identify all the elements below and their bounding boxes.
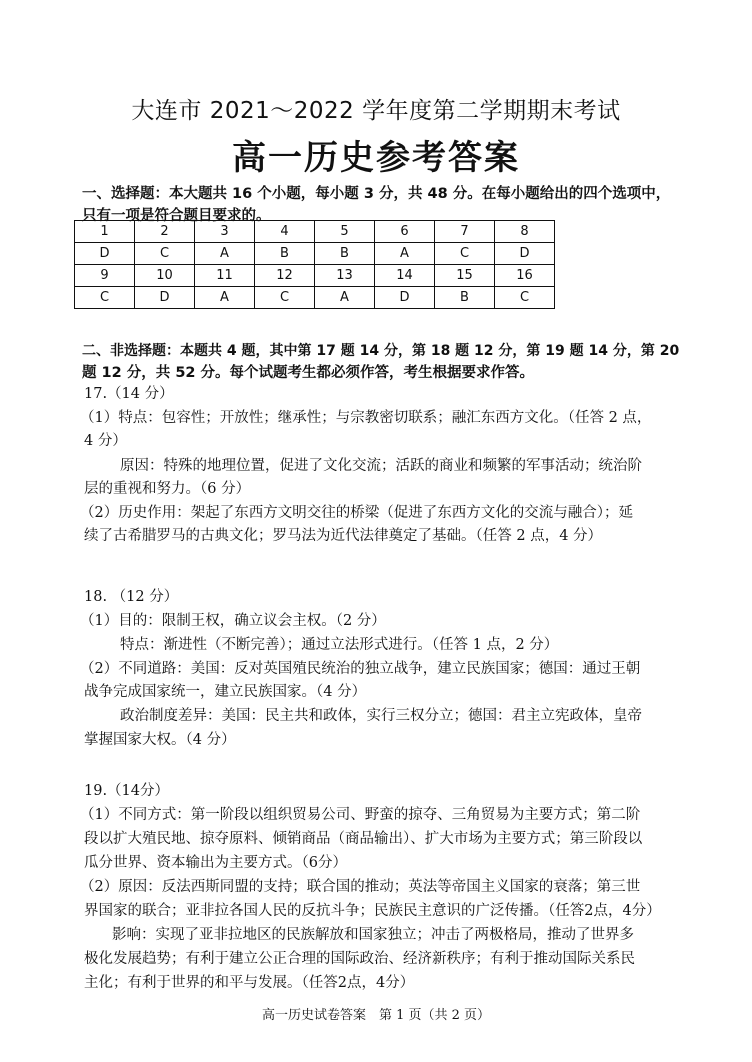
table-cell: 2 (135, 221, 195, 243)
q17-line: 层的重视和努力。（6 分） (84, 481, 251, 497)
table-cell: 13 (315, 265, 375, 287)
table-cell: C (495, 287, 555, 309)
table-cell: C (255, 287, 315, 309)
q19-line: 影响：实现了亚非拉地区的民族解放和国家独立；冲击了两极格局，推动了世界多 (112, 927, 634, 943)
table-cell: 7 (435, 221, 495, 243)
q17-number: 17.（14 分） (84, 386, 174, 402)
table-cell: B (255, 243, 315, 265)
table-cell: 8 (495, 221, 555, 243)
table-row (75, 287, 555, 309)
table-cell: 4 (255, 221, 315, 243)
table-cell: D (495, 243, 555, 265)
q18-line: （2）不同道路：美国：反对英国殖民统治的独立战争，建立民族国家；德国：通过王朝 (80, 661, 641, 677)
q19-line: （2）原因：反法西斯同盟的支持；联合国的推动；英法等帝国主义国家的衰落；第三世 (80, 879, 641, 895)
table-row (75, 243, 555, 265)
table-cell: C (75, 287, 135, 309)
q17-line: （1）特点：包容性；开放性；继承性；与宗教密切联系；融汇东西方文化。（任答 2 点， (80, 410, 652, 426)
table-cell: 11 (195, 265, 255, 287)
page-footer: 高一历史试卷答案 第 1 页（共 2 页） (261, 1008, 491, 1023)
q18-line: （1）目的：限制王权，确立议会主权。（2 分） (80, 613, 386, 629)
table-row (75, 221, 555, 243)
q18-line: 掌握国家大权。（4 分） (84, 732, 236, 748)
q19-line: 瓜分世界、资本输出为主要方式。（6分） (84, 855, 347, 871)
table-cell: B (315, 243, 375, 265)
q18-number: 18. （12 分） (84, 589, 179, 605)
table-cell: 3 (195, 221, 255, 243)
q19-line: 界国家的联合；亚非拉各国人民的反抗斗争；民族民主意识的广泛传播。（任答2点，4分） (84, 903, 661, 919)
q19-line: 极化发展趋势；有利于建立公正合理的国际政治、经济新秩序；有利于推动国际关系民 (84, 951, 635, 967)
table-cell: A (375, 243, 435, 265)
table-cell: 16 (495, 265, 555, 287)
table-cell: A (315, 287, 375, 309)
table-cell: 1 (75, 221, 135, 243)
table-cell: 5 (315, 221, 375, 243)
q18-line: 战争完成国家统一，建立民族国家。（4 分） (84, 684, 367, 700)
page-title: 高一历史参考答案 (232, 138, 520, 178)
q17-line: 续了古希腊罗马的古典文化；罗马法为近代法律奠定了基础。（任答 2 点，4 分） (84, 528, 603, 544)
table-cell: 10 (135, 265, 195, 287)
table-cell: 6 (375, 221, 435, 243)
part1-heading-line2: 只有一项是符合题目要求的。 (82, 208, 271, 224)
table-cell: D (375, 287, 435, 309)
table-cell: A (195, 243, 255, 265)
table-cell: A (195, 287, 255, 309)
table-cell: 14 (375, 265, 435, 287)
table-cell: C (135, 243, 195, 265)
part2-heading-line2: 题 12 分，共 52 分。每个试题考生都必须作答，考生根据要求作答。 (82, 365, 535, 381)
q19-number: 19.（14分） (84, 783, 170, 799)
q18-line: 特点：渐进性（不断完善）；通过立法形式进行。（任答 1 点，2 分） (120, 637, 559, 653)
table-cell: 15 (435, 265, 495, 287)
q18-line: 政治制度差异：美国：民主共和政体，实行三权分立；德国：君主立宪政体，皇帝 (120, 708, 642, 724)
q19-line: （1）不同方式：第一阶段以组织贸易公司、野蛮的掠夺、三角贸易为主要方式；第二阶 (80, 807, 641, 823)
part2-heading-line1: 二、非选择题：本题共 4 题，其中第 17 题 14 分，第 18 题 12 分，第 19 题 14 分，第 20 (82, 343, 680, 359)
q19-line: 段以扩大殖民地、掠夺原料、倾销商品（商品输出）、扩大市场为主要方式；第三阶段以 (84, 831, 643, 847)
q17-line: （2）历史作用：架起了东西方文明交往的桥梁（促进了东西方文化的交流与融合）；延 (80, 505, 633, 521)
table-cell: B (435, 287, 495, 309)
table-cell: C (435, 243, 495, 265)
q17-line: 4 分） (84, 433, 127, 449)
part1-heading-line1: 一、选择题：本大题共 16 个小题，每小题 3 分，共 48 分。在每小题给出的四个选项中， (82, 186, 671, 202)
table-cell: D (75, 243, 135, 265)
table-cell: D (135, 287, 195, 309)
q17-line: 原因：特殊的地理位置，促进了文化交流；活跃的商业和频繁的军事活动；统治阶 (120, 458, 642, 474)
part2-heading (82, 340, 680, 384)
table-cell: 12 (255, 265, 315, 287)
table-row (75, 265, 555, 287)
table-cell: 9 (75, 265, 135, 287)
exam-title: 大连市 2021～2022 学年度第二学期期末考试 (131, 98, 621, 124)
answer-table (74, 220, 555, 309)
q19-line: 主化；有利于世界的和平与发展。（任答2点，4分） (84, 975, 415, 991)
